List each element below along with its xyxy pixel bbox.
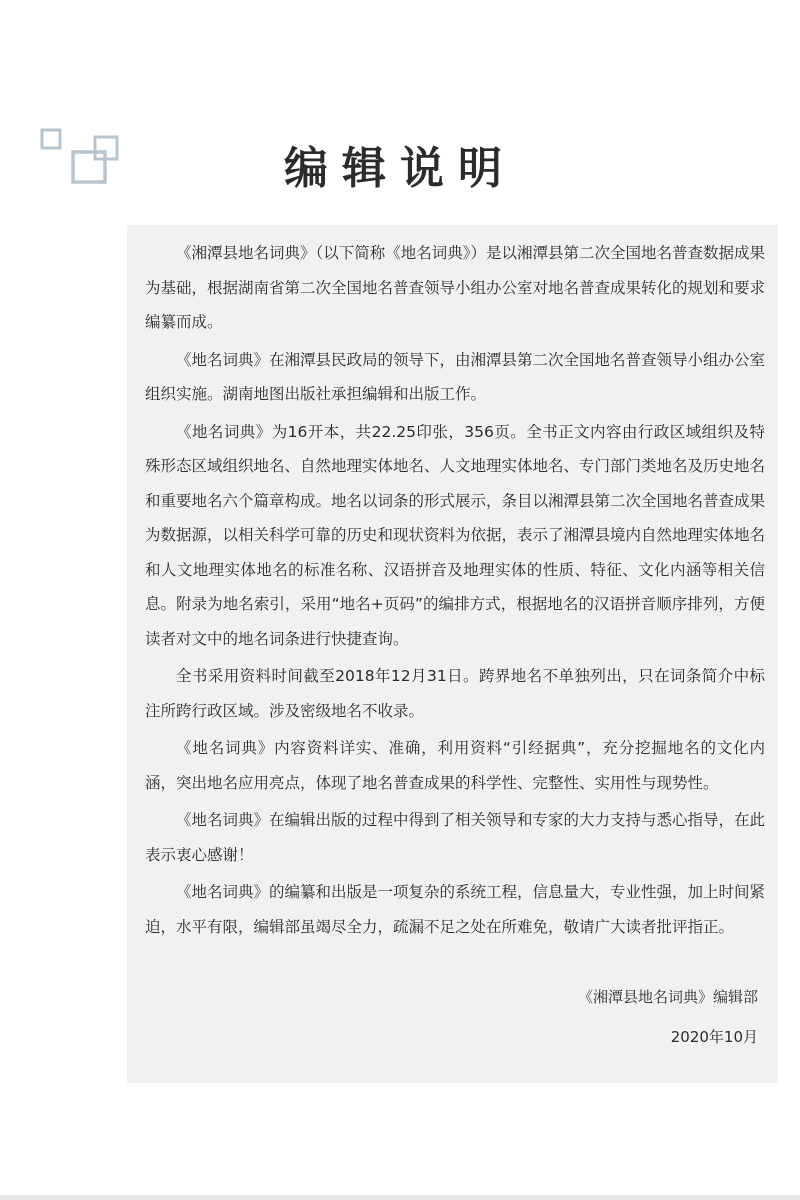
page-bottom-divider [0,1195,800,1200]
paragraph: 《地名词典》为16开本，共22.25印张，356页。全书正文内容由行政区域组织及特殊形态区域组织地名、自然地理实体地名、人文地理实体地名、专门部门类地名及历史地名和重要地名六个篇章构成。地名以词条的形式展示，条目以湘潭县第二次全国地名普查成果为数据源，以相关科学可靠的历史和现状资料为依据，表示了湘潭县境内自然地理实体地名和人文地理实体地名的标准名称、汉语拼音及地理实体的性质、特征、文化内涵等相关信息。附录为地名索引，采用“地名+页码”的编排方式，根据地名的汉语拼音顺序排列，方便读者对文中的地名词条进行快捷查询。 [145,422,766,648]
paragraph: 《湘潭县地名词典》（以下简称《地名词典》）是以湘潭县第二次全国地名普查数据成果为基础，根据湖南省第二次全国地名普查领导小组办公室对地名普查成果转化的规划和要求编纂而成。 [145,244,766,331]
page-title: 编辑说明 [284,143,516,194]
paragraph: 《地名词典》在湘潭县民政局的领导下，由湘潭县第二次全国地名普查领导小组办公室组织实施。湖南地图出版社承担编辑和出版工作。 [145,350,766,403]
signature-block [578,977,758,1057]
paragraph: 全书采用资料时间截至2018年12月31日。跨界地名不单独列出，只在词条简介中标注所跨行政区域。涉及密级地名不收录。 [145,667,765,720]
paragraph: 《地名词典》的编纂和出版是一项复杂的系统工程，信息量大，专业性强，加上时间紧迫，水平有限，编辑部虽竭尽全力，疏漏不足之处在所难免，敬请广大读者批评指正。 [145,883,766,936]
body-text [145,236,765,947]
signature-date: 2020年10月 [670,1028,758,1046]
paragraph: 《地名词典》内容资料详实、准确，利用资料“引经据典”，充分挖掘地名的文化内涵，突出地名应用亮点，体现了地名普查成果的科学性、完整性、实用性与现势性。 [145,739,765,792]
paragraph: 《地名词典》在编辑出版的过程中得到了相关领导和专家的大力支持与悉心指导，在此表示衷心感谢！ [145,811,766,864]
signature-org: 《湘潭县地名词典》编辑部 [577,988,758,1006]
